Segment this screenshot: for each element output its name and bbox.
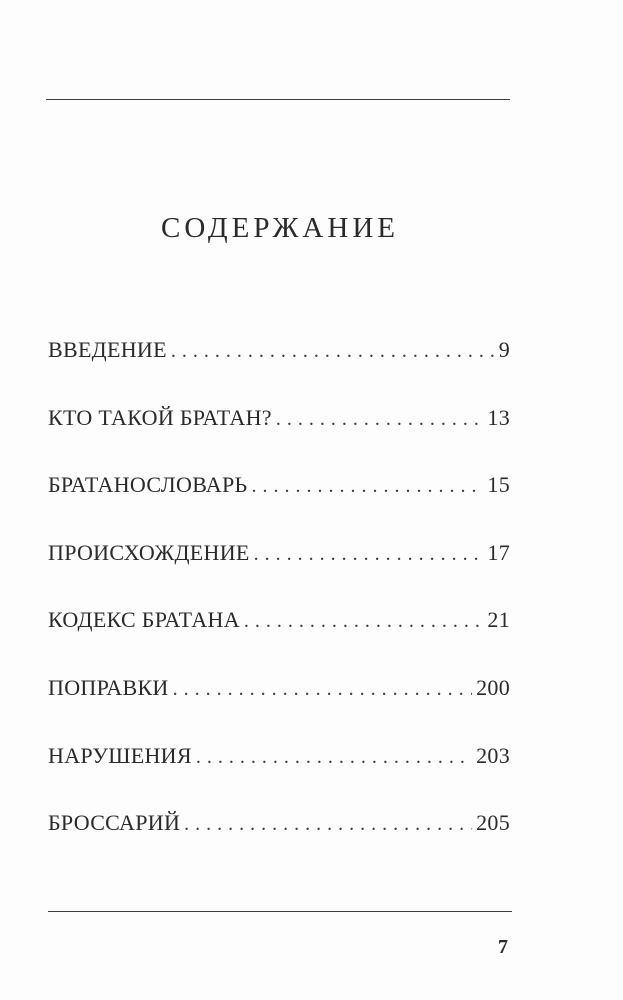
toc-entry-introduction[interactable] xyxy=(48,337,510,405)
toc-entry-brossary[interactable] xyxy=(48,810,510,878)
toc-entry-amendments[interactable] xyxy=(48,675,510,743)
dot-leader xyxy=(173,678,472,701)
dot-leader xyxy=(276,408,484,431)
toc-entry-label: ПОПРАВКИ xyxy=(48,674,169,700)
toc-entry-page: 13 xyxy=(487,404,510,430)
toc-entry-page: 203 xyxy=(476,742,510,768)
toc-entry-label: БРОССАРИЙ xyxy=(48,810,181,836)
page-number: 7 xyxy=(498,936,508,958)
dot-leader xyxy=(254,543,484,566)
dot-leader xyxy=(251,475,483,498)
toc-entry-page: 21 xyxy=(487,607,510,633)
bottom-rule xyxy=(48,911,512,912)
toc-entry-label: ПРОИСХОЖДЕНИЕ xyxy=(48,539,250,565)
toc-entry-label: ВВЕДЕНИЕ xyxy=(48,337,167,362)
toc-entry-bro-dictionary[interactable] xyxy=(48,472,510,540)
toc-entry-page: 15 xyxy=(487,472,510,498)
dot-leader xyxy=(244,610,484,633)
toc-entry-label: НАРУШЕНИЯ xyxy=(48,742,192,768)
toc-entry-who-is-bro[interactable] xyxy=(48,405,510,473)
page-title: СОДЕРЖАНИЕ xyxy=(161,212,399,244)
toc-entry-page: 17 xyxy=(487,539,510,565)
toc-entry-bro-code[interactable] xyxy=(48,607,510,675)
top-rule xyxy=(46,99,510,100)
toc-entry-origin[interactable] xyxy=(48,540,510,608)
dot-leader xyxy=(184,813,472,836)
toc-entry-label: КОДЕКС БРАТАНА xyxy=(48,607,240,633)
dot-leader xyxy=(171,340,495,363)
toc-entry-page: 9 xyxy=(498,337,510,362)
toc-entry-label: БРАТАНОСЛОВАРЬ xyxy=(48,472,248,498)
toc-entry-label: КТО ТАКОЙ БРАТАН? xyxy=(48,404,272,430)
toc-entry-page: 200 xyxy=(476,674,510,700)
toc-entry-page: 205 xyxy=(476,810,510,836)
toc-entry-violations[interactable] xyxy=(48,743,510,811)
dot-leader xyxy=(196,746,472,769)
table-of-contents xyxy=(48,337,510,878)
